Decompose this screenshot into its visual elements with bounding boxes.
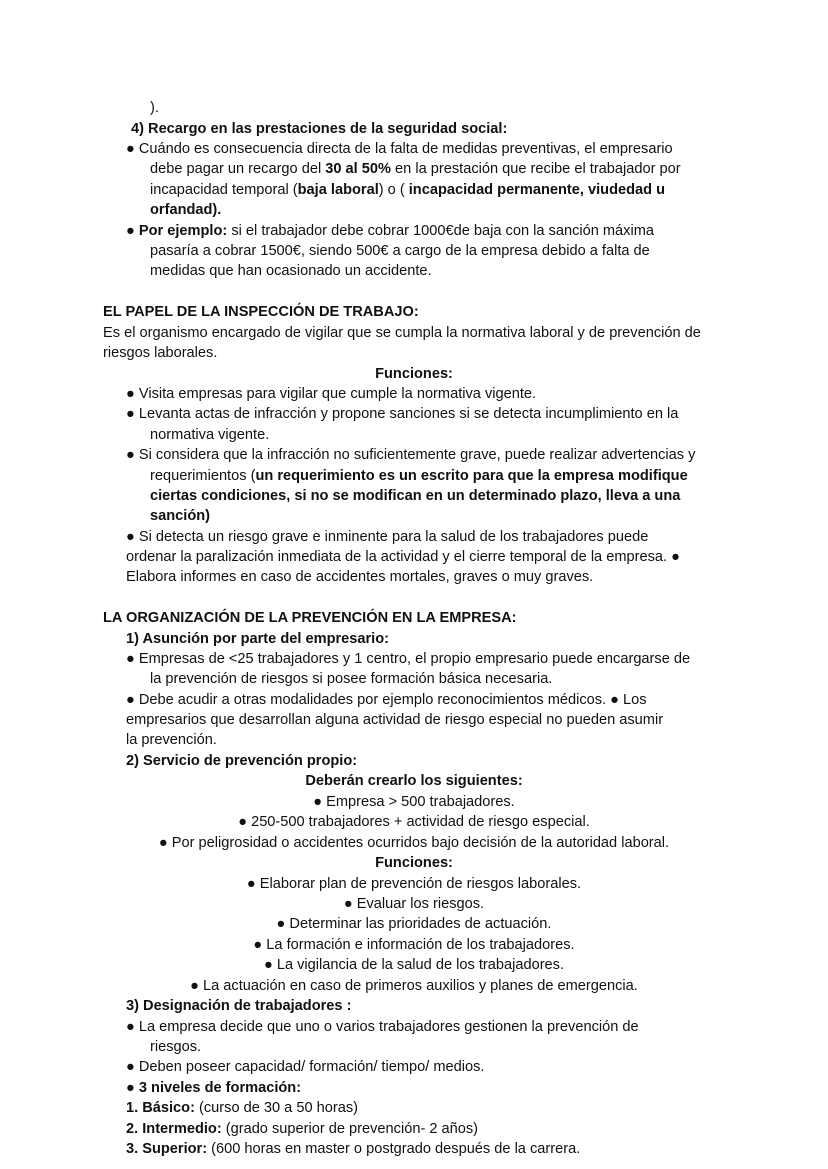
inspeccion-funcion-2-line-2: normativa vigente.: [150, 427, 270, 443]
text: debe pagar un recargo del: [150, 161, 326, 177]
s3-bullet-1-line-2: riesgos.: [150, 1039, 202, 1055]
s2-funcion-4: ● La formación e información de los trabajadores.: [253, 937, 575, 953]
level-label: 1. Básico:: [126, 1100, 195, 1116]
paren-tail: ).: [150, 100, 159, 116]
inspeccion-funcion-4-line-2: ordenar la paralización inmediata de la actividad y el cierre temporal de la empresa. ●: [126, 549, 680, 565]
text: requerimientos (: [150, 468, 256, 484]
s2-item-1: ● Empresa > 500 trabajadores.: [313, 794, 515, 810]
inspeccion-intro-line-2: riesgos laborales.: [103, 345, 218, 361]
s3-bullet-1-line-1: ● La empresa decide que uno o varios trabajadores gestionen la prevención de: [126, 1019, 639, 1035]
s2-funcion-6: ● La actuación en caso de primeros auxilios y planes de emergencia.: [190, 978, 638, 994]
text: si el trabajador debe cobrar 1000€de baja con la sanción máxima: [227, 223, 654, 239]
level-basico: [126, 1098, 358, 1118]
s1-bullet-2-line-3: la prevención.: [126, 732, 217, 748]
inspeccion-funcion-3-line-4: sanción): [150, 508, 211, 524]
level-superior: [126, 1139, 580, 1159]
inspeccion-funcion-2-line-1: ● Levanta actas de infracción y propone sanciones si se detecta incumplimiento en la: [126, 406, 679, 422]
bold-text: Por ejemplo:: [138, 223, 228, 239]
s2-funciones-title: Funciones:: [375, 855, 453, 871]
bold-text: incapacidad permanente, viudedad u: [408, 182, 666, 198]
level-text: (grado superior de prevención- 2 años): [221, 1121, 479, 1137]
s2-funcion-2: ● Evaluar los riesgos.: [343, 896, 485, 912]
inspeccion-funcion-4-line-1: ● Si detecta un riesgo grave e inminente para la salud de los trabajadores puede: [126, 529, 649, 545]
s1-heading: 1) Asunción por parte del empresario:: [126, 631, 390, 647]
bold-text: un requerimiento es un escrito para que la empresa modifique: [255, 468, 688, 484]
s1-bullet-1-line-1: ● Empresas de <25 trabajadores y 1 centro, el propio empresario puede encargarse de: [126, 651, 691, 667]
s2-item-3: ● Por peligrosidad o accidentes ocurridos bajo decisión de la autoridad laboral.: [158, 835, 670, 851]
inspeccion-funcion-3-line-3: ciertas condiciones, si no se modifican en un determinado plazo, lleva a una: [150, 488, 681, 504]
bullet: ●: [126, 223, 139, 239]
recargo-bullet-2-line-3: medidas que han ocasionado un accidente.: [150, 263, 432, 279]
s3-heading: 3) Designación de trabajadores :: [126, 998, 352, 1014]
level-label: 2. Intermedio:: [126, 1121, 222, 1137]
s3-bullet-3: ● 3 niveles de formación:: [126, 1080, 302, 1096]
organizacion-heading: LA ORGANIZACIÓN DE LA PREVENCIÓN EN LA EMPRESA:: [103, 610, 517, 626]
s2-funcion-3: ● Determinar las prioridades de actuación.: [276, 916, 552, 932]
s1-bullet-2-line-1: ● Debe acudir a otras modalidades por ejemplo reconocimientos médicos. ● Los: [126, 692, 647, 708]
text: ) o (: [378, 182, 409, 198]
recargo-bullet-2-line-1: [126, 221, 654, 241]
inspeccion-funcion-3-line-2: [150, 466, 688, 486]
s1-bullet-2-line-2: empresarios que desarrollan alguna actividad de riesgo especial no pueden asumir: [126, 712, 664, 728]
recargo-bullet-1-line-2: [150, 159, 681, 179]
bold-text: baja laboral: [297, 182, 379, 198]
s2-subheading: Deberán crearlo los siguientes:: [305, 773, 523, 789]
recargo-bullet-1-line-4: orfandad).: [150, 202, 222, 218]
percent-range: 30 al 50%: [325, 161, 391, 177]
inspeccion-funcion-1: ● Visita empresas para vigilar que cumple la normativa vigente.: [126, 386, 537, 402]
inspeccion-intro-line-1: Es el organismo encargado de vigilar que se cumpla la normativa laboral y de prevención de: [103, 325, 701, 341]
inspeccion-heading: EL PAPEL DE LA INSPECCIÓN DE TRABAJO:: [103, 304, 419, 320]
text: en la prestación que recibe el trabajador por: [391, 161, 681, 177]
inspeccion-funcion-3-line-1: ● Si considera que la infracción no suficientemente grave, puede realizar advertencias y: [126, 447, 696, 463]
inspeccion-funciones-title: Funciones:: [375, 366, 453, 382]
s3-bullet-2: ● Deben poseer capacidad/ formación/ tiempo/ medios.: [126, 1059, 485, 1075]
level-text: (600 horas en master o postgrado después de la carrera.: [207, 1141, 581, 1157]
s2-funcion-1: ● Elaborar plan de prevención de riesgos laborales.: [246, 876, 582, 892]
level-label: 3. Superior:: [126, 1141, 208, 1157]
recargo-heading: 4) Recargo en las prestaciones de la seguridad social:: [131, 121, 508, 137]
s2-funcion-5: ● La vigilancia de la salud de los trabajadores.: [263, 957, 565, 973]
level-intermedio: [126, 1119, 478, 1139]
text: incapacidad temporal (: [150, 182, 298, 198]
recargo-bullet-1-line-3: [150, 180, 665, 200]
s1-bullet-1-line-2: la prevención de riesgos si posee formación básica necesaria.: [150, 671, 553, 687]
inspeccion-funcion-4-line-3: Elabora informes en caso de accidentes mortales, graves o muy graves.: [126, 569, 594, 585]
level-text: (curso de 30 a 50 horas): [194, 1100, 359, 1116]
s2-item-2: ● 250-500 trabajadores + actividad de riesgo especial.: [238, 814, 590, 830]
s2-heading: 2) Servicio de prevención propio:: [126, 753, 358, 769]
recargo-bullet-2-line-2: pasaría a cobrar 1500€, siendo 500€ a cargo de la empresa debido a falta de: [150, 243, 650, 259]
recargo-bullet-1-line-1: ● Cuándo es consecuencia directa de la falta de medidas preventivas, el empresario: [126, 141, 673, 157]
